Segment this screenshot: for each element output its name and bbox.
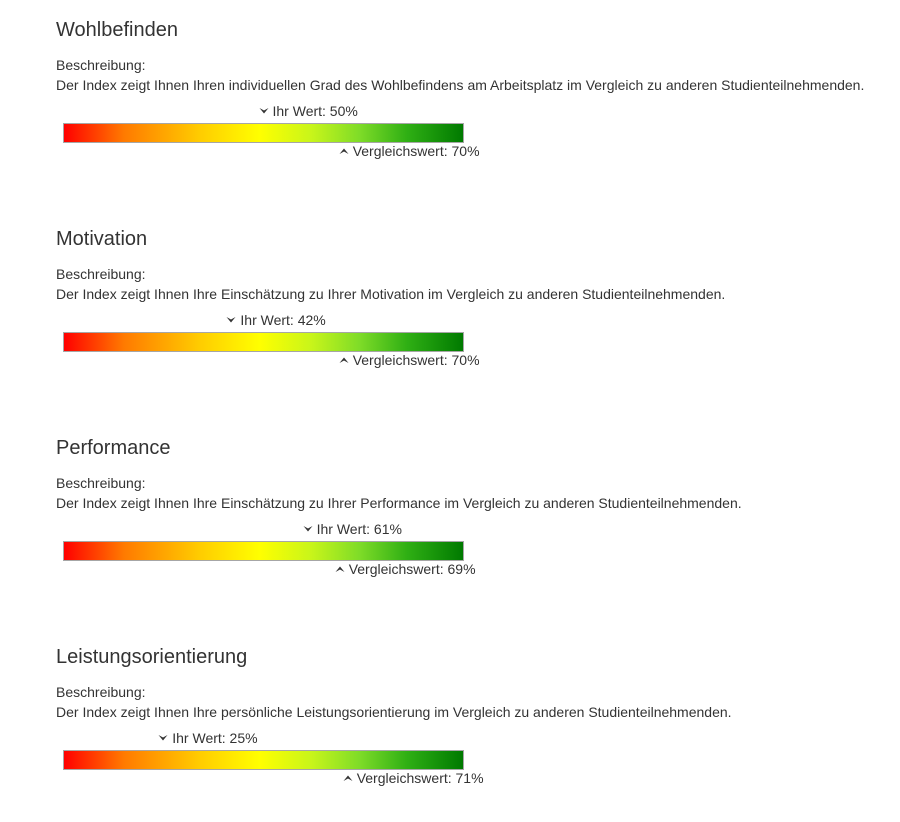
index-title: Leistungsorientierung [56,646,248,668]
own-value-marker [302,520,402,538]
index-title: Wohlbefinden [56,19,178,41]
comparison-value-label: Vergleichswert: 70% [352,143,480,159]
description-label: Beschreibung: [56,266,146,282]
own-value-label: Ihr Wert: 50% [272,103,358,119]
comparison-value-label: Vergleichswert: 71% [356,770,484,786]
description-text: Der Index zeigt Ihnen Ihre Einschätzung zu Ihrer Performance im Vergleich zu anderen Studienteilnehmenden. [56,495,742,511]
description-text: Der Index zeigt Ihnen Ihre persönliche Leistungsorientierung im Vergleich zu anderen Studienteilnehmenden. [56,704,732,720]
own-value-marker [258,102,358,120]
description-label: Beschreibung: [56,475,146,491]
index-scale-bar [63,332,464,352]
description-text: Der Index zeigt Ihnen Ihre Einschätzung zu Ihrer Motivation im Vergleich zu anderen Studienteilnehmenden. [56,286,726,302]
caret-down-icon [157,732,169,744]
comparison-value-marker [334,560,476,578]
caret-down-icon [225,314,237,326]
index-scale-bar [63,541,464,561]
description-text: Der Index zeigt Ihnen Ihren individuellen Grad des Wohlbefindens am Arbeitsplatz im Vergleich zu anderen Studienteilnehmenden. [56,77,865,93]
index-title: Performance [56,437,171,459]
index-title: Motivation [56,228,148,250]
own-value-label: Ihr Wert: 25% [172,730,258,746]
index-scale-bar [63,750,464,770]
own-value-marker [157,729,257,747]
caret-up-icon [342,772,354,784]
caret-up-icon [334,563,346,575]
own-value-marker [225,311,325,329]
caret-down-icon [258,105,270,117]
comparison-value-marker [338,142,480,160]
comparison-value-marker [338,351,480,369]
description-label: Beschreibung: [56,57,146,73]
caret-up-icon [338,354,350,366]
description-label: Beschreibung: [56,684,146,700]
own-value-label: Ihr Wert: 61% [316,521,402,537]
index-scale-bar [63,123,464,143]
own-value-label: Ihr Wert: 42% [240,312,326,328]
comparison-value-label: Vergleichswert: 69% [348,561,476,577]
comparison-value-marker [342,769,484,787]
caret-up-icon [338,145,350,157]
comparison-value-label: Vergleichswert: 70% [352,352,480,368]
caret-down-icon [302,523,314,535]
